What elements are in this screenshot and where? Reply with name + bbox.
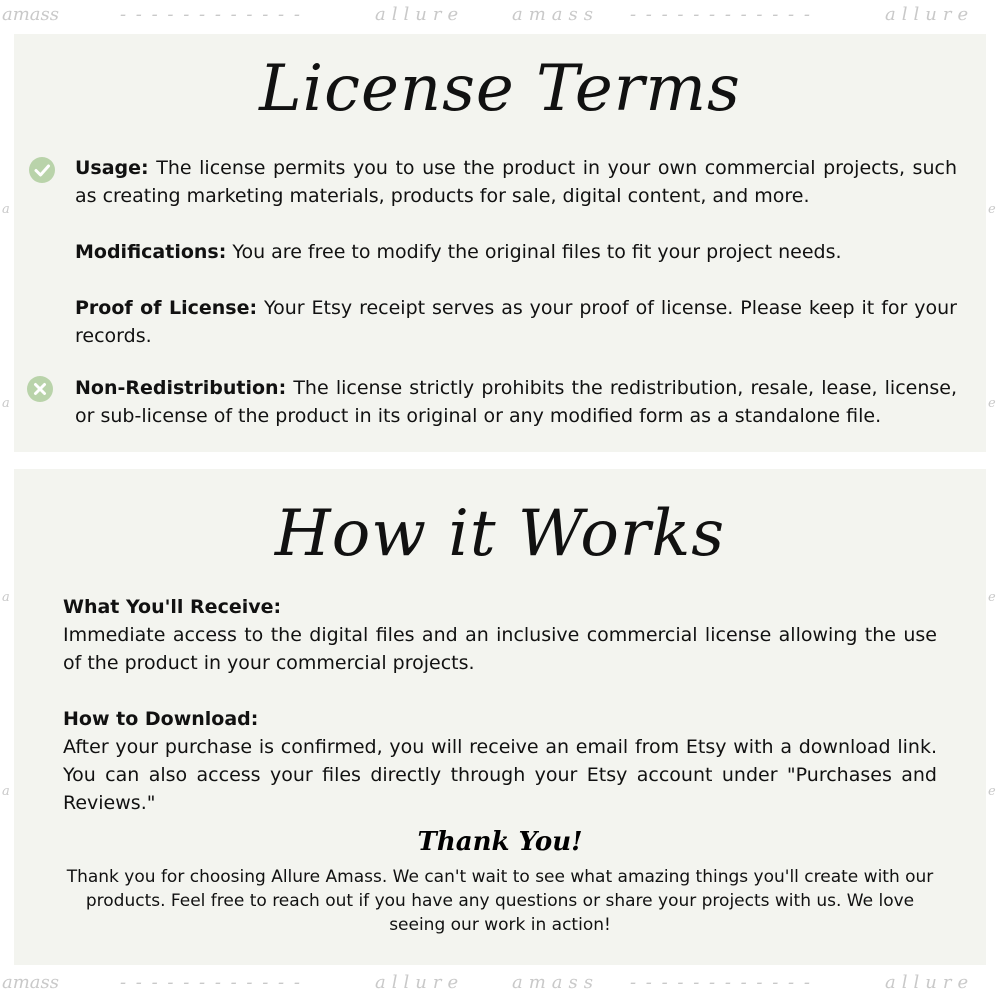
- watermark-side: a: [2, 396, 10, 411]
- watermark-side: a: [2, 202, 10, 217]
- term-usage: [75, 154, 957, 210]
- watermark-side: e: [988, 784, 996, 799]
- term-text: The license permits you to use the product in your own commercial projects, such as creating marketing materials, products for sale, digital content, and more.: [75, 157, 957, 207]
- term-text: You are free to modify the original files to fit your project needs.: [226, 241, 842, 263]
- receive-text: Immediate access to the digital files and an inclusive commercial license allowing the use of the product in your commercial projects.: [63, 624, 937, 674]
- watermark-bottom: [0, 968, 1000, 998]
- x-icon: [27, 376, 53, 402]
- watermark-side: e: [988, 202, 996, 217]
- term-label: Non-Redistribution:: [75, 377, 287, 399]
- download-heading: How to Download:: [63, 708, 259, 730]
- watermark-side: a: [2, 590, 10, 605]
- watermark-text: amass: [512, 4, 600, 25]
- watermark-side: e: [988, 590, 996, 605]
- watermark-dashes: - - - - - - - - - - - -: [120, 4, 302, 25]
- term-label: Usage:: [75, 157, 149, 179]
- how-it-works-title: How it Works: [274, 497, 726, 571]
- license-terms-title: License Terms: [259, 52, 741, 126]
- thank-you-title: Thank You!: [417, 827, 583, 857]
- receive-heading: What You'll Receive:: [63, 596, 282, 618]
- term-non-redistribution: [75, 374, 957, 430]
- license-terms-panel: [14, 34, 986, 452]
- watermark-side: a: [2, 784, 10, 799]
- watermark-text: allure: [375, 4, 465, 25]
- watermark-text: allure: [885, 4, 975, 25]
- watermark-dashes: - - - - - - - - - - - -: [630, 972, 812, 993]
- term-text: Your Etsy receipt serves as your proof of license. Please keep it for your records.: [75, 297, 957, 347]
- watermark-text: amass: [512, 972, 600, 993]
- check-icon: [29, 157, 55, 183]
- watermark-side: e: [988, 396, 996, 411]
- download-text: After your purchase is confirmed, you will receive an email from Etsy with a download link. You can also access your files directly through your Etsy account under "Purchases and Reviews.": [63, 736, 937, 814]
- term-modifications: [75, 238, 957, 266]
- thank-you-text: Thank you for choosing Allure Amass. We can't wait to see what amazing things you'll create with our products. Feel free to reach out if you have any questions or share your projects with us. We love seeing our work in action!: [66, 867, 934, 935]
- term-label: Proof of License:: [75, 297, 258, 319]
- watermark-text: allure: [375, 972, 465, 993]
- term-text: The license strictly prohibits the redistribution, resale, lease, license, or sub-license of the product in its original or any modified form as a standalone file.: [75, 377, 957, 427]
- watermark-top: [0, 0, 1000, 30]
- watermark-text: amass: [2, 972, 60, 993]
- how-it-works-panel: [14, 469, 986, 965]
- term-proof-of-license: [75, 294, 957, 350]
- watermark-text: amass: [2, 4, 60, 25]
- term-label: Modifications:: [75, 241, 227, 263]
- watermark-dashes: - - - - - - - - - - - -: [630, 4, 812, 25]
- watermark-text: allure: [885, 972, 975, 993]
- watermark-dashes: - - - - - - - - - - - -: [120, 972, 302, 993]
